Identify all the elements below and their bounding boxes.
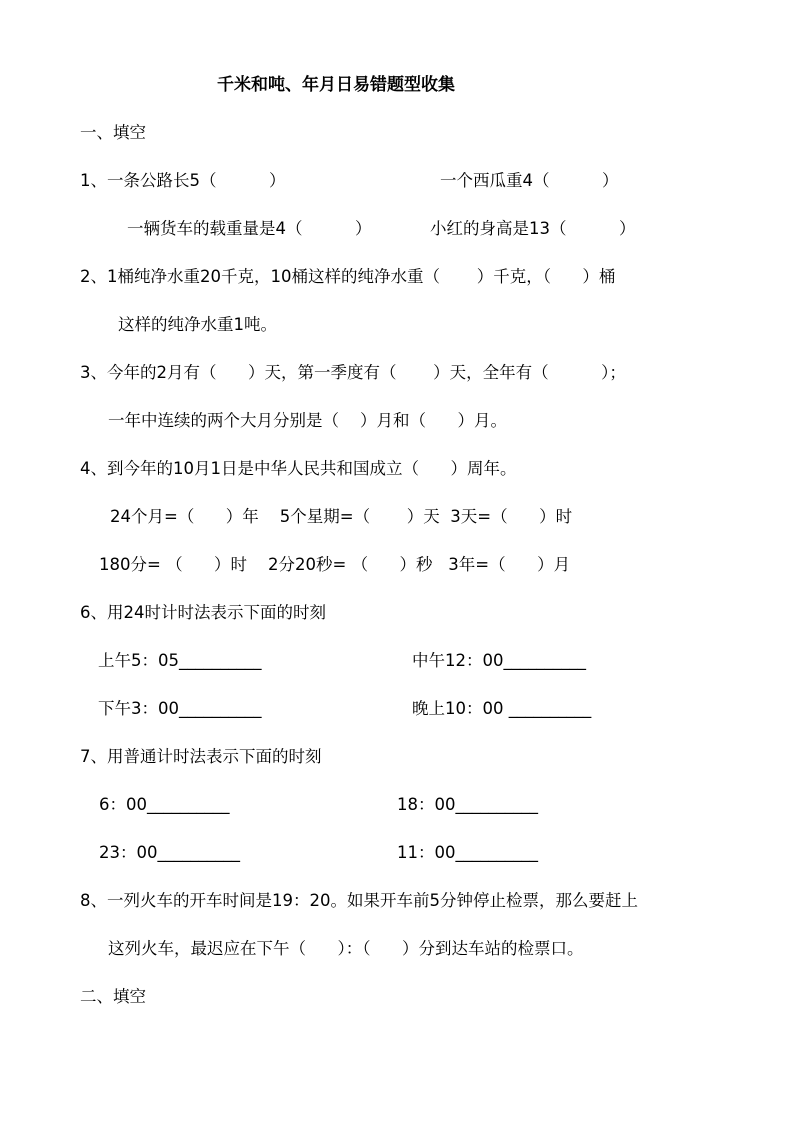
question-8-line1: 8、一列火车的开车时间是19：20。如果开车前5分钟停止检票，那么要赶上 xyxy=(80,891,638,910)
question-8-line2: 这列火车，最迟应在下午（ ）：（ ）分到达车站的检票口。 xyxy=(108,939,584,958)
question-1d: 小红的身高是13（ ） xyxy=(430,219,636,238)
question-1c: 一辆货车的载重量是4（ ） xyxy=(127,219,372,238)
question-6a: 上午5：05__________ xyxy=(98,651,262,670)
question-3-line2: 一年中连续的两个大月分别是（ ）月和（ ）月。 xyxy=(108,411,507,430)
question-2-line2: 这样的纯净水重1吨。 xyxy=(118,315,277,334)
question-4-line1: 4、到今年的10月1日是中华人民共和国成立（ ）周年。 xyxy=(80,459,517,478)
question-1a: 1、一条公路长5（ ） xyxy=(80,171,286,190)
section-heading-1: 一、填空 xyxy=(80,123,146,142)
question-4-line3: 180分= （ ）时 2分20秒= （ ）秒 3年=（ ）月 xyxy=(99,555,571,574)
question-4-line2: 24个月=（ ）年 5个星期=（ ）天 3天=（ ）时 xyxy=(110,507,573,526)
question-7a: 6：00__________ xyxy=(99,795,230,814)
question-7b: 18：00__________ xyxy=(397,795,538,814)
question-6-heading: 6、用24时计时法表示下面的时刻 xyxy=(80,603,326,622)
question-6b: 中午12：00__________ xyxy=(412,651,586,670)
question-6d: 晚上10：00 __________ xyxy=(412,699,592,718)
section-heading-2: 二、填空 xyxy=(80,987,146,1006)
page-title: 千米和吨、年月日易错题型收集 xyxy=(217,75,455,95)
question-6c: 下午3：00__________ xyxy=(98,699,262,718)
question-7-heading: 7、用普通计时法表示下面的时刻 xyxy=(80,747,322,766)
question-2-line1: 2、1桶纯净水重20千克，10桶这样的纯净水重（ ）千克，（ ）桶 xyxy=(80,267,616,286)
question-7d: 11：00__________ xyxy=(397,843,538,862)
question-3-line1: 3、今年的2月有（ ）天，第一季度有（ ）天，全年有（ ）； xyxy=(80,363,626,382)
question-1b: 一个西瓜重4（ ） xyxy=(440,171,619,190)
question-7c: 23：00__________ xyxy=(99,843,240,862)
